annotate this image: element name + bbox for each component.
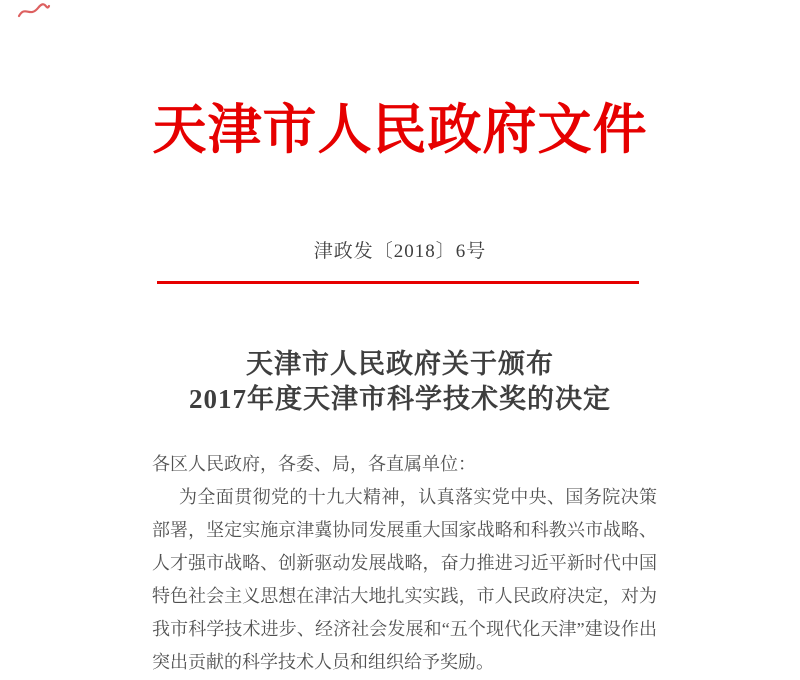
- letterhead-title: 天津市人民政府文件: [152, 100, 648, 160]
- doc-number: 津政发〔2018〕6号: [313, 241, 487, 262]
- red-scribble-mark: [17, 2, 51, 22]
- document-body: [152, 448, 657, 679]
- document-title-line1: 天津市人民政府关于颁布: [246, 349, 554, 379]
- salutation-line: 各区人民政府，各委、局，各直属单位：: [152, 454, 476, 474]
- red-divider-line: [157, 281, 639, 284]
- body-paragraph: 为全面贯彻党的十九大精神，认真落实党中央、国务院决策部署，坚定实施京津冀协同发展重大国家战略和科教兴市战略、人才强市战略、创新驱动发展战略，奋力推进习近平新时代中国特色社会主义思想在津沽大地扎实实践，市人民政府决定，对为我市科学技术进步、经济社会发展和“五个现代化天津”建设作出突出贡献的科学技术人员和组织给予奖励。: [152, 487, 657, 672]
- document-title-line2: 2017年度天津市科学技术奖的决定: [189, 384, 611, 414]
- document-title: [0, 347, 800, 417]
